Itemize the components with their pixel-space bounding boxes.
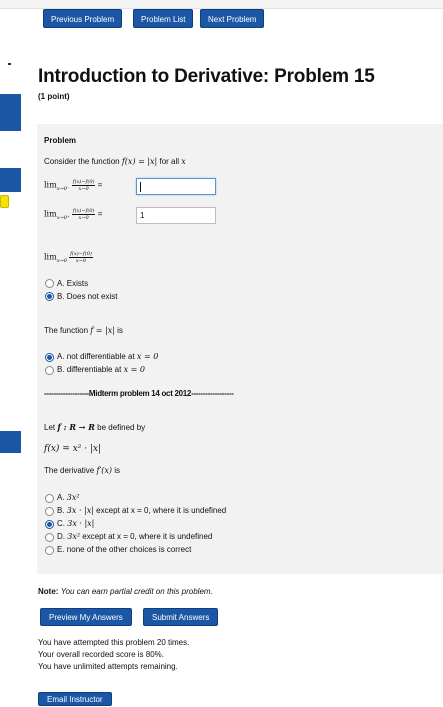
lim-word: lim — [44, 180, 57, 190]
page-title: Introduction to Derivative: Problem 15 — [38, 66, 375, 87]
choice-letter: D. — [57, 532, 65, 541]
frac-den: x−0 — [78, 186, 89, 192]
problem-intro — [44, 157, 186, 166]
email-instructor-button[interactable]: Email Instructor — [38, 692, 112, 706]
submit-answers-button[interactable]: Submit Answers — [143, 608, 218, 626]
choice-text: B. differentiable at — [57, 365, 122, 374]
choice-letter: E. — [57, 545, 65, 554]
choice-math: 3x² — [66, 493, 80, 502]
remaining-status: You have unlimited attempts remaining. — [38, 662, 178, 671]
limit-choice-b-radio[interactable] — [45, 292, 54, 301]
choice-letter: C. — [57, 519, 65, 528]
let-statement — [44, 422, 145, 432]
diff-choice-b-label — [57, 365, 145, 374]
choice-text: none of the other choices is correct — [66, 545, 192, 554]
intro-var: x — [181, 157, 186, 166]
problem-heading: Problem — [44, 136, 77, 145]
deriv-choice-d-label — [57, 532, 212, 541]
limit-choice-a-radio[interactable] — [45, 279, 54, 288]
frac-den: x−0 — [75, 258, 87, 264]
difference-quotient — [69, 251, 93, 264]
left-sidebar — [0, 9, 22, 700]
deriv-math: f′(x) — [96, 466, 113, 475]
intro-text: Consider the function — [44, 157, 120, 166]
intro-suffix: for all — [159, 157, 180, 166]
frac-num: f(x)−f(0) — [72, 208, 95, 214]
difference-quotient — [72, 208, 96, 221]
equals-sign: = — [97, 180, 103, 190]
choice-math: 3x · |x| — [67, 519, 95, 528]
limit-two-sided-expression — [44, 251, 93, 264]
choice-math: x = 0 — [123, 365, 145, 374]
deriv-choice-a-label — [57, 493, 80, 502]
attempts-status: You have attempted this problem 20 times. — [38, 638, 190, 647]
deriv-suffix: is — [114, 466, 121, 475]
points-label: (1 point) — [38, 92, 70, 101]
let-text: Let — [44, 423, 56, 432]
text-caret — [140, 182, 141, 192]
sidebar-tab-active[interactable] — [0, 94, 21, 131]
previous-problem-button[interactable]: Previous Problem — [43, 9, 122, 28]
diff-choice-a-label — [57, 352, 158, 361]
deriv-choice-a-radio[interactable] — [45, 494, 54, 503]
deriv-choice-b-radio[interactable] — [45, 507, 54, 516]
lim-sub: x→0⁺ — [56, 215, 70, 222]
choice-text: except at x = 0, where it is undefined — [96, 506, 227, 515]
deriv-text: The derivative — [44, 466, 95, 475]
diff-choice-b-radio[interactable] — [45, 366, 54, 375]
deriv-choice-e-label — [57, 545, 191, 554]
diff-choice-a-radio[interactable] — [45, 353, 54, 362]
derivative-statement — [44, 466, 120, 475]
lim-word: lim — [44, 209, 57, 219]
note-text: You can earn partial credit on this problem. — [60, 587, 213, 596]
partial-credit-note — [38, 587, 213, 596]
score-status: Your overall recorded score is 80%. — [38, 650, 164, 659]
deriv-choice-c-label — [57, 519, 94, 528]
note-bold: Note: — [38, 587, 59, 596]
let-suffix: be defined by — [97, 423, 146, 432]
let-math: f : R → R — [57, 422, 95, 432]
preview-answers-button[interactable]: Preview My Answers — [40, 608, 132, 626]
fn-suffix: is — [117, 326, 123, 335]
problem-list-button[interactable]: Problem List — [133, 9, 193, 28]
deriv-choice-d-radio[interactable] — [45, 533, 54, 542]
answer-left-limit-input[interactable] — [136, 178, 216, 195]
frac-num: f(x)−f(0) — [70, 251, 92, 257]
choice-text: except at x = 0, where it is undefined — [82, 532, 213, 541]
deriv-choice-b-label — [57, 506, 226, 515]
top-band — [0, 0, 443, 9]
fn-text: The function — [44, 326, 89, 335]
limit-left-expression — [44, 179, 102, 192]
choice-text: A. not differentiable at — [57, 352, 135, 361]
lim-word: lim — [44, 252, 57, 262]
equals-sign: = — [97, 209, 103, 219]
difference-quotient — [72, 179, 96, 192]
sidebar-tab[interactable] — [0, 431, 21, 453]
function-definition: f(x) = x² · |x| — [44, 444, 102, 454]
midterm-divider: -------------------Midterm problem 14 oct 2012------------------ — [44, 389, 234, 398]
choice-math: 3x² — [67, 532, 81, 541]
limit-choice-b-label: B. Does not exist — [57, 292, 118, 301]
choice-letter: B. — [57, 506, 65, 515]
choice-math: 3x · |x| — [66, 506, 94, 515]
frac-den: x−0 — [78, 215, 89, 221]
fn-math: f = |x| — [90, 326, 115, 335]
function-statement — [44, 326, 123, 335]
sidebar-highlight[interactable] — [0, 195, 9, 208]
choice-math: x = 0 — [136, 352, 159, 361]
lim-sub: x→0 — [56, 258, 67, 265]
deriv-choice-c-radio[interactable] — [45, 520, 54, 529]
lim-sub: x→0⁻ — [56, 186, 70, 193]
answer-right-limit-input[interactable]: 1 — [136, 207, 216, 224]
sidebar-marker — [8, 63, 11, 65]
limit-choice-a-label: A. Exists — [57, 279, 89, 288]
frac-num: f(x)−f(0) — [72, 179, 95, 185]
intro-math: f(x) = |x| — [121, 157, 158, 166]
sidebar-tab[interactable] — [0, 168, 21, 192]
choice-letter: A. — [57, 493, 65, 502]
next-problem-button[interactable]: Next Problem — [200, 9, 264, 28]
limit-right-expression — [44, 208, 102, 221]
deriv-choice-e-radio[interactable] — [45, 546, 54, 555]
